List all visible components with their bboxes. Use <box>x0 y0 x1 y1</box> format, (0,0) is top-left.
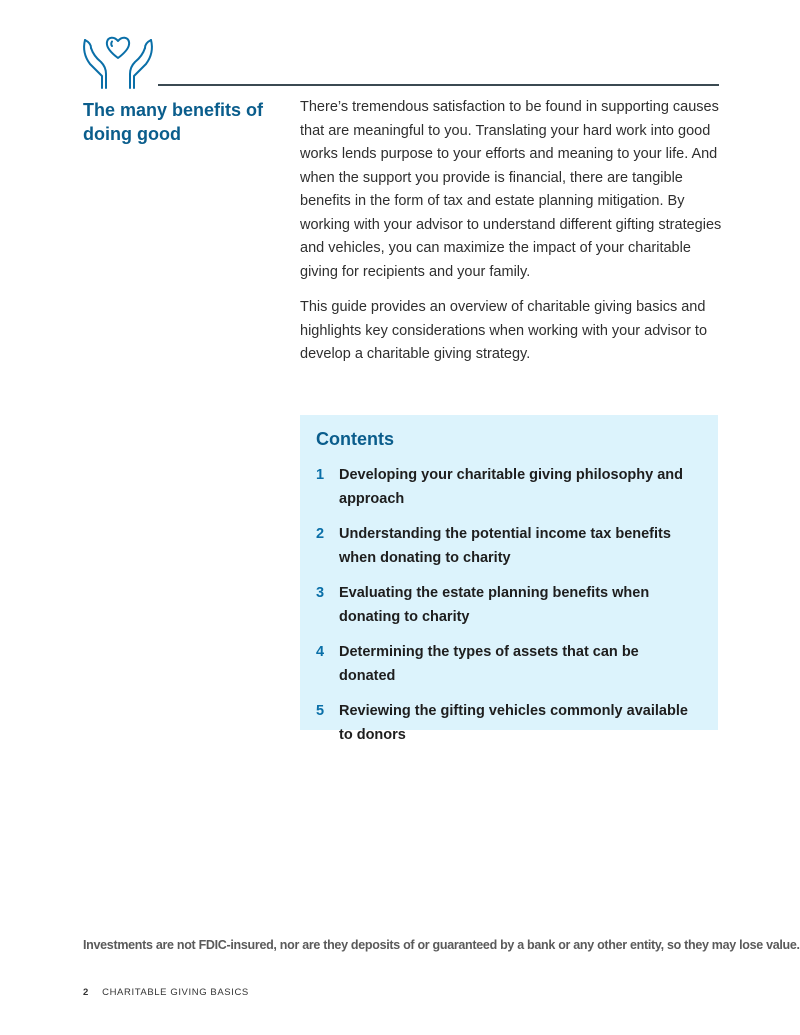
toc-label: Reviewing the gifting vehicles commonly available to donors <box>339 703 688 743</box>
intro-text <box>300 96 726 379</box>
intro-paragraph: This guide provides an overview of charitable giving basics and highlights key considerations when working with your advisor to develop a charitable giving strategy. <box>300 299 708 362</box>
header-rule <box>158 84 719 86</box>
toc-number: 3 <box>316 585 325 601</box>
page-number: 2 <box>83 987 89 998</box>
toc-item[interactable] <box>316 464 702 511</box>
toc-label: Understanding the potential income tax benefits when donating to charity <box>339 526 671 566</box>
toc-number: 4 <box>316 644 325 660</box>
toc-label: Determining the types of assets that can be donated <box>339 644 639 684</box>
document-title: CHARITABLE GIVING BASICS <box>102 987 249 998</box>
toc-label: Evaluating the estate planning benefits when donating to charity <box>339 585 650 625</box>
fdic-disclaimer: Investments are not FDIC-insured, nor are they deposits of or guaranteed by a bank or any other entity, so they may lose value. <box>83 938 800 952</box>
page-footer <box>83 987 249 998</box>
section-title: The many benefits of doing good <box>83 100 264 144</box>
toc-number: 5 <box>316 703 325 719</box>
toc-number: 1 <box>316 467 325 483</box>
contents-box <box>300 415 718 743</box>
hands-holding-heart-icon <box>80 34 156 90</box>
toc-item[interactable] <box>316 523 702 570</box>
toc-item[interactable] <box>316 700 702 747</box>
toc-number: 2 <box>316 526 325 542</box>
toc-item[interactable] <box>316 641 702 688</box>
toc-label: Developing your charitable giving philosophy and approach <box>339 467 684 507</box>
contents-title: Contents <box>316 429 394 449</box>
toc-item[interactable] <box>316 582 702 629</box>
intro-paragraph: There’s tremendous satisfaction to be found in supporting causes that are meaningful to you. Translating your hard work into good works lends purpose to your efforts and meaning to your life. And when the support you provide is financial, there are tangible benefits in the form of tax and estate planning mitigation. By working with your advisor to understand different gifting strategies and vehicles, you can maximize the impact of your charitable giving for recipients and your family. <box>300 99 722 280</box>
